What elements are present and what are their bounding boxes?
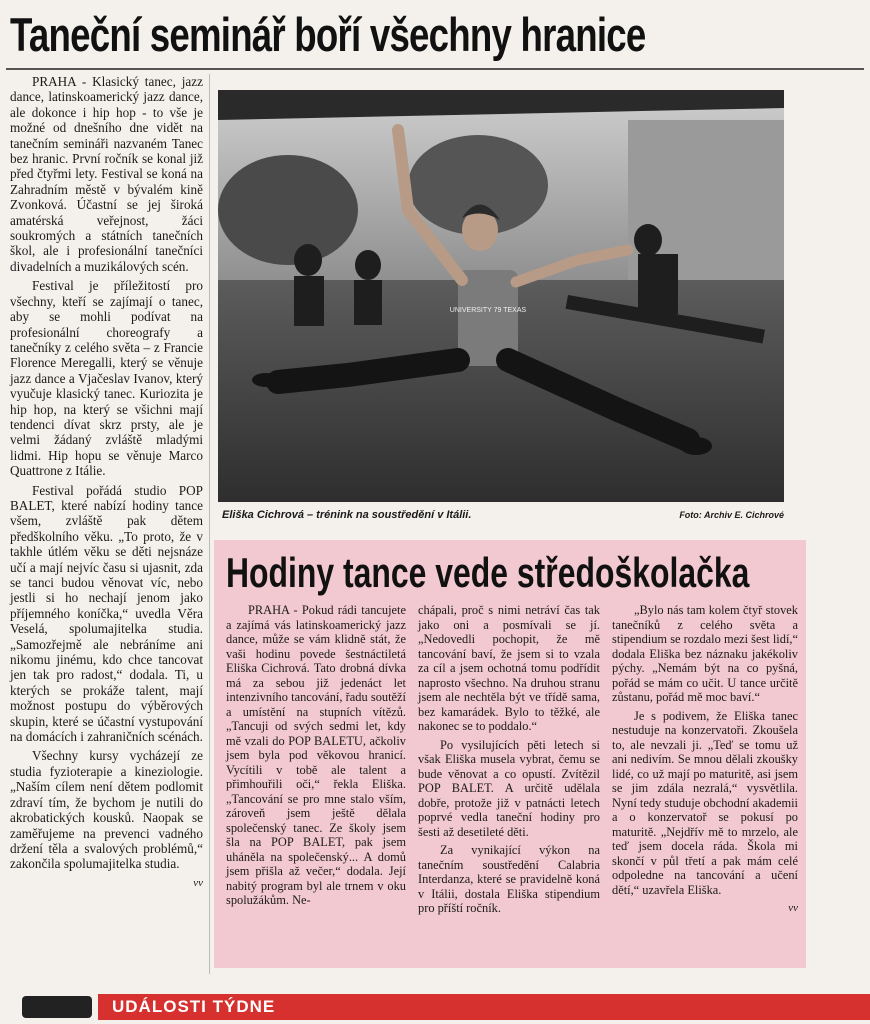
article2-signature: vv bbox=[788, 902, 798, 914]
column-divider bbox=[209, 74, 210, 974]
left-paragraph-4: Všechny kursy vycházejí ze studia fyzioterapie a kineziologie. „Naším cílem není dětem podlomit zdraví tím, že bychom je nutili do akrobatických kousků. Naopak se zaměřujeme na prevenci vadného držení těla a svalových problémů,“ zakončila spolumajitelka studia. bbox=[10, 748, 203, 872]
left-paragraph-3: Festival pořádá studio POP BALET, které nabízí hodiny tance všem, zvláště pak dětem předškolního věku. „To proto, že v takhle útlém věku se děti nejsnáze učí a mají nejvíc času si ujasnit, zda se tanci budou věnovat víc, nebo jestli si ho nechají jenom jako příjemného koníčka,“ uvedla Věra Veselá, spolumajitelka studia. „Samozřejmě ale nebráníme ani nikomu jinému, kdo chce tancovat jen tak pro radost,“ dodala. Ti, u kterých se prokáže talent, mají možnost postupu do výběrových skupin, které se účastní vystupování na domácích i zahraničních scénách. bbox=[10, 482, 203, 745]
article2-col1-text: PRAHA - Pokud rádi tancujete a zajímá vás latinskoamerický jazz dance, může se vám klidně stát, že vaši hodinu povede šestnáctiletá Eliška Cichrová. Tato drobná dívka má za sebou již jedenáct let intenzivního tancování, řadu soutěží a umístění na stupních vítězů. „Tancuji od svých sedmi let, kdy mě vzali do POP BALETU, ačkoliv jsem byla pod věkovou hranicí. Vycítili v tobě ale talent a přimhouřili oči,“ řekla Eliška. „Tancování se pro mne stalo vším, zároveň jsem ještě dělala společenský tanec. Ze školy jsem šla na POP BALET, pak jsem uháněla na společenský... A domů jsem přišla až večer,“ dodala. Její nabitý program byl ale trnem v oku spolužákům. Ne- bbox=[226, 603, 406, 907]
photo-caption: Eliška Cichrová – trénink na soustředění v Itálii. bbox=[222, 509, 472, 521]
footer-bar bbox=[0, 994, 870, 1024]
photo-credit: Foto: Archiv E. Cichrové bbox=[679, 510, 784, 520]
article2-col2-text-b: Po vysilujících pěti letech si však Eliška musela vybrat, čemu se bude věnovat a co opustí. Zvítězil POP BALET. A určitě udělala dobře, protože již v patnácti letech poprvé vedla taneční hodiny pro šesti až desetileté děti. bbox=[418, 737, 600, 839]
top-rule bbox=[6, 68, 864, 70]
article2-col3-text-a: „Bylo nás tam kolem čtyř stovek tanečníků z celého světa a stipendium se rozdalo mezi šest lidí,“ dodala Eliška bez náznaku jakékoliv pýchy. „Nemám být na co pyšná, pořád se mám co učit. U tance určitě zůstanu, pořád mě moc baví.“ bbox=[612, 603, 798, 704]
article2-col2-text-c: Za vynikající výkon na tanečním soustředění Calabria Interdanza, které se pravidelně koná v Itálii, dostala Eliška stipendium pro příští ročník. bbox=[418, 843, 600, 915]
article2-column-3 bbox=[612, 603, 798, 963]
secondary-headline: Hodiny tance vede středoškolačka bbox=[226, 549, 750, 596]
photo-caption-row bbox=[218, 506, 784, 524]
left-signature: vv bbox=[193, 876, 203, 889]
article2-col2-text-a: chápali, proč s nimi netráví čas tak jako oni a posmívali se jí. „Nedovedli pochopit, že mě tancování baví, že jsem si to vzala za cíl a jsem ochotná tomu podřídit naprosto všechno. Na druhou stranu jsem ale nechtěla být ve třídě sama, bez kamarádek. Bylo to těžké, ale nakonec se to poddalo.“ bbox=[418, 603, 600, 733]
dance-photo bbox=[218, 90, 784, 502]
left-article-column bbox=[10, 74, 203, 974]
newspaper-logo-icon bbox=[22, 996, 92, 1018]
article2-column-2 bbox=[418, 603, 600, 963]
main-headline: Taneční seminář boří všechny hranice bbox=[10, 8, 646, 61]
dance-photo-illustration bbox=[218, 90, 784, 502]
article2-column-1 bbox=[226, 603, 406, 963]
left-paragraph-1: PRAHA - Klasický tanec, jazz dance, latinskoamerický jazz dance, ale dokonce i hip hop - to vše je možné od dnešního dne vidět na tanečním semináři nazvaném Tanec bez hranic. První ročník se konal již před čtyřmi lety. Festival se koná na Zahradním městě v bývalém kině Zvonková. Účastní se jej široká amatérská veřejnost, žáci soukromých a státních tanečních škol, ale i profesionální tanečníci divadelních a muzikálových scén. bbox=[10, 74, 203, 274]
article2-col3-text-b: Je s podivem, že Eliška tanec nestuduje na konzervatoři. Zkoušela to, ale nevzali ji. „Teď se tomu už ani nedivím. Se mnou dělali zkoušky lidé, co už mají po maturitě, asi jsem se jim zdála nezralá,“ vysvětlila. Nyní tedy studuje obchodní akademii a o konzervatoř se pokusí po maturitě. „Nejdřív mě to mrzelo, ale teď jsem docela ráda. Škola mi skončí v půl třetí a pak mám celé odpoledne na tancování a učení dětí,“ uzavřela Eliška. bbox=[612, 708, 798, 897]
left-paragraph-2: Festival je příležitostí pro všechny, kteří se zajímají o tanec, aby se mohli podívat na profesionální choreografy a tanečníky z celého světa – z Francie Florence Meregalli, který se věnuje jazz dance a Vjačeslav Ivanov, který vyučuje klasický tanec. Kuriozita je hip hop, na který se všichni mají tendenci dívat skrz prsty, ale je velmi žádaný zvláště mladými lidmi. Hip hopu se věnuje Marco Quattrone z Itálie. bbox=[10, 278, 203, 479]
shirt-print: UNIVERSITY 79 TEXAS bbox=[449, 307, 527, 314]
footer-section-label: UDÁLOSTI TÝDNE bbox=[112, 997, 276, 1016]
